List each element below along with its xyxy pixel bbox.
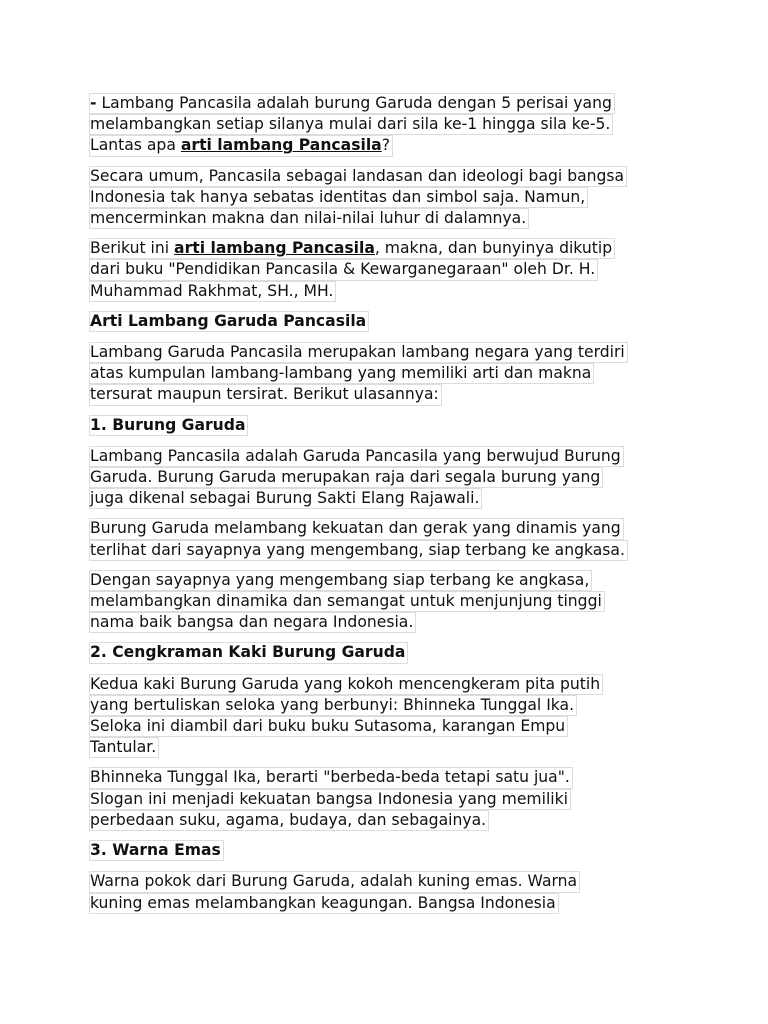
paragraph-warna-pokok — [90, 871, 690, 913]
text-line: Seloka ini diambil dari buku buku Sutasoma, karangan Empu — [89, 716, 568, 737]
heading-text: 2. Cengkraman Kaki Burung Garuda — [89, 642, 408, 663]
text-line: juga dikenal sebagai Burung Sakti Elang Rajawali. — [89, 488, 482, 509]
text-line: Lambang Garuda Pancasila merupakan lambang negara yang terdiri — [89, 342, 628, 363]
text-line: nama baik bangsa dan negara Indonesia. — [89, 612, 416, 633]
heading-text: Arti Lambang Garuda Pancasila — [89, 311, 369, 332]
text-line: kuning emas melambangkan keagungan. Bangsa Indonesia — [89, 893, 559, 914]
section-heading — [90, 311, 690, 332]
text-span: Lantas apa — [90, 136, 181, 155]
paragraph-secara-umum — [90, 166, 690, 230]
text-line: Garuda. Burung Garuda merupakan raja dari segala burung yang — [89, 467, 603, 488]
text-line: Muhammad Rakhmat, SH., MH. — [89, 281, 336, 302]
text-line: Kedua kaki Burung Garuda yang kokoh mencengkeram pita putih — [89, 674, 603, 695]
text-line: tersurat maupun tersirat. Berikut ulasannya: — [89, 384, 442, 405]
text-line: Dengan sayapnya yang mengembang siap terbang ke angkasa, — [89, 570, 592, 591]
paragraph-kedua-kaki — [90, 674, 690, 759]
text-span: Berikut ini — [90, 239, 175, 258]
paragraph-bhinneka — [90, 767, 690, 831]
text-line: yang bertuliskan seloka yang berbunyi: Bhinneka Tunggal Ika. — [89, 695, 577, 716]
text-span: , makna, dan bunyinya dikutip — [374, 239, 613, 258]
text-line — [89, 238, 615, 259]
text-line: Slogan ini menjadi kekuatan bangsa Indonesia yang memiliki — [89, 789, 571, 810]
paragraph-sayap — [90, 570, 690, 634]
paragraph-burung-garuda — [90, 446, 690, 510]
text-line: melambangkan setiap silanya mulai dari sila ke-1 hingga sila ke-5. — [89, 114, 613, 135]
paragraph-lambang-garuda — [90, 342, 690, 406]
text-line: perbedaan suku, agama, budaya, dan sebagainya. — [89, 810, 489, 831]
document-page — [90, 93, 690, 923]
paragraph-berikut-ini — [90, 238, 690, 302]
paragraph-kekuatan — [90, 518, 690, 560]
text-line: Warna pokok dari Burung Garuda, adalah kuning emas. Warna — [89, 871, 580, 892]
intro-paragraph — [90, 93, 690, 157]
heading-text: 1. Burung Garuda — [89, 415, 248, 436]
text-line: melambangkan dinamika dan semangat untuk menjunjung tinggi — [89, 591, 605, 612]
text-line: Lambang Pancasila adalah Garuda Pancasila yang berwujud Burung — [89, 446, 624, 467]
text-line: dari buku "Pendidikan Pancasila & Kewarganegaraan" oleh Dr. H. — [89, 259, 598, 280]
arti-lambang-pancasila-link[interactable]: arti lambang Pancasila — [174, 239, 375, 258]
text-line: Bhinneka Tunggal Ika, berarti "berbeda-beda tetapi satu jua". — [89, 767, 573, 788]
leading-dash: - — [90, 94, 97, 112]
arti-lambang-pancasila-link[interactable]: arti lambang Pancasila — [180, 136, 382, 155]
text-line: Burung Garuda melambang kekuatan dan gerak yang dinamis yang — [89, 518, 624, 539]
text-span: ? — [381, 136, 390, 155]
text-span: Lambang Pancasila adalah burung Garuda dengan 5 perisai yang — [96, 94, 612, 112]
text-line — [89, 93, 615, 114]
subheading-warna-emas — [90, 840, 690, 861]
text-line: terlihat dari sayapnya yang mengembang, siap terbang ke angkasa. — [89, 540, 628, 561]
text-line — [89, 135, 393, 156]
heading-text: 3. Warna Emas — [89, 840, 224, 861]
text-line: atas kumpulan lambang-lambang yang memiliki arti dan makna — [89, 363, 594, 384]
text-line: Secara umum, Pancasila sebagai landasan dan ideologi bagi bangsa — [89, 166, 627, 187]
text-line: Tantular. — [89, 737, 159, 758]
subheading-burung-garuda — [90, 415, 690, 436]
text-line: Indonesia tak hanya sebatas identitas dan simbol saja. Namun, — [89, 187, 588, 208]
text-line: mencerminkan makna dan nilai-nilai luhur di dalamnya. — [89, 208, 529, 229]
subheading-cengkraman-kaki — [90, 642, 690, 663]
